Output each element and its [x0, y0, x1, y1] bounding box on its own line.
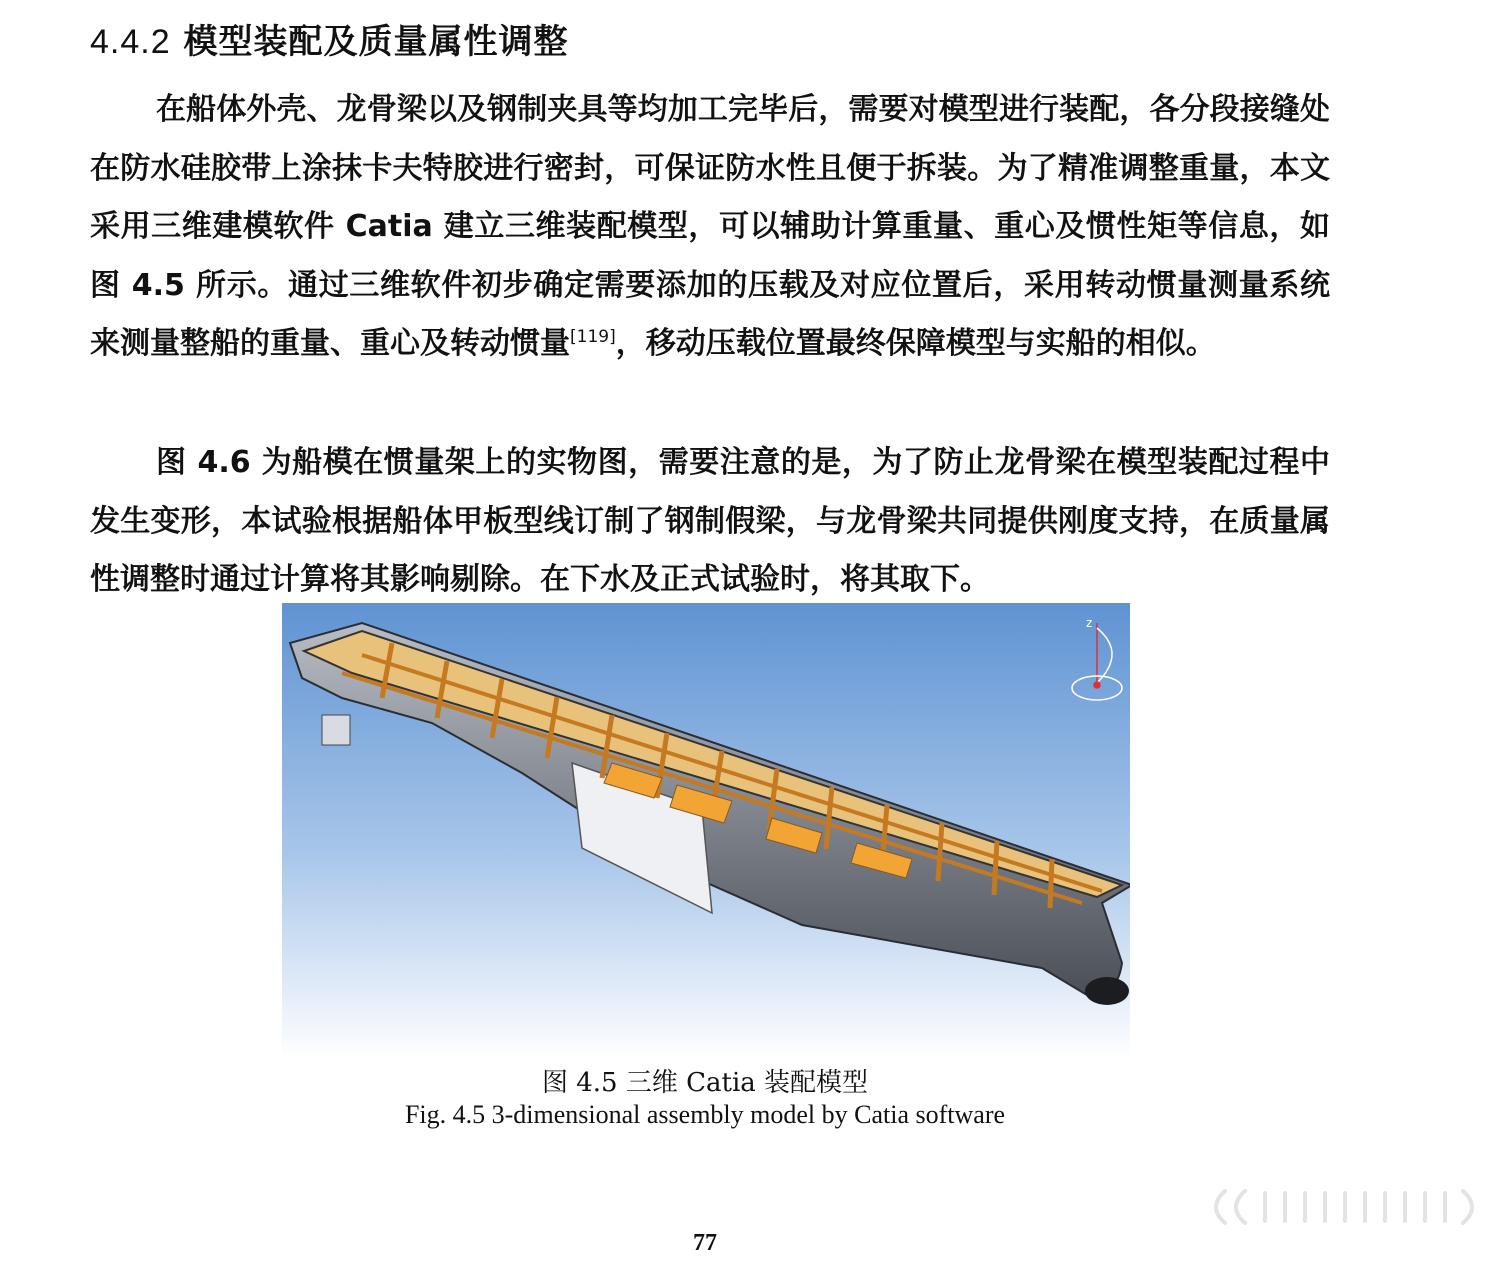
section-title: 模型装配及质量属性调整: [183, 22, 569, 62]
watermark-decoration: [1205, 1185, 1495, 1229]
citation[interactable]: [119]: [570, 327, 616, 347]
axis-z-label: z: [1086, 616, 1093, 630]
paragraph-1: [90, 81, 1330, 374]
paragraph-2-text: 图 4.6 为船模在惯量架上的实物图，需要注意的是，为了防止龙骨梁在模型装配过程中发生变形，本试验根据船体甲板型线订制了钢制假梁，与龙骨梁共同提供刚度支持，在质量属性调整时通过计算将其影响剔除。在下水及正式试验时，将其取下。: [90, 445, 1330, 597]
ship-model-illustration: [282, 603, 1130, 1059]
figure-caption-chinese: 图 4.5 三维 Catia 装配模型: [541, 1068, 869, 1098]
stern-rudder: [322, 715, 350, 745]
bulbous-bow: [1085, 977, 1129, 1005]
figure-catia-model: [282, 603, 1130, 1059]
paragraph-1-text: 在船体外壳、龙骨梁以及钢制夹具等均加工完毕后，需要对模型进行装配，各分段接缝处在防水硅胶带上涂抹卡夫特胶进行密封，可保证防水性且便于拆装。为了精准调整重量，本文采用三维建模软件 Catia 建立三维装配模型，可以辅助计算重量、重心及惯性矩等信息，如图 4.5 所示。通过三维软件初步确定需要添加的压载及对应位置后，采用转动惯量测量系统来测量整船的重量、重心及转动惯量: [90, 92, 1330, 361]
figure-caption-english: Fig. 4.5 3-dimensional assembly model by Catia software: [404, 1100, 1006, 1129]
section-number: 4.4.2: [90, 23, 171, 61]
section-heading: [90, 14, 568, 63]
paragraph-2: [90, 434, 1330, 610]
paragraph-1-text-end: ，移动压载位置最终保障模型与实船的相似。: [615, 326, 1216, 361]
page-number: 77: [693, 1230, 717, 1256]
